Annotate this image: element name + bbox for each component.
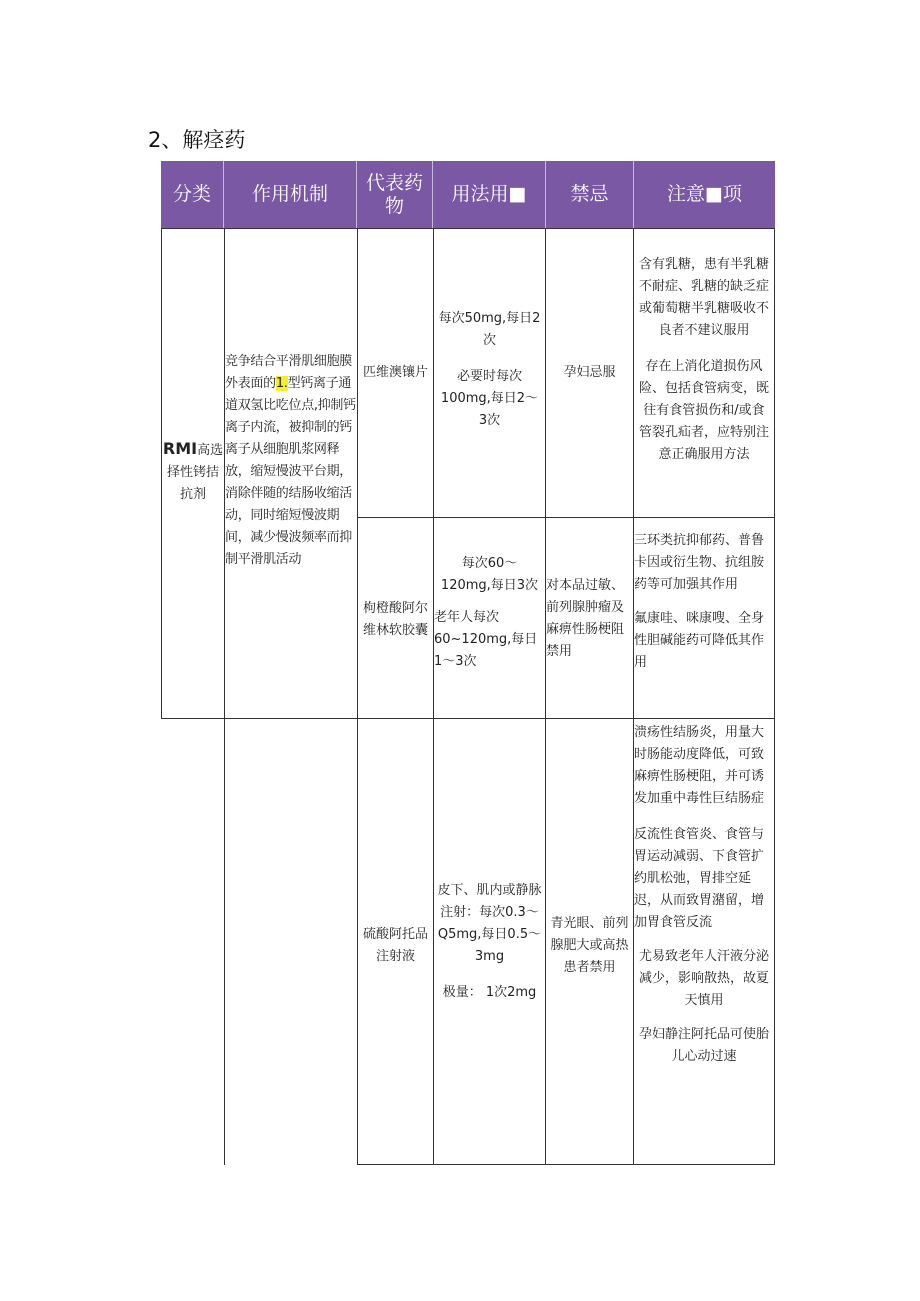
notes-3: 溃疡性结肠炎，用量大时肠能动度降低，可致麻痹性肠梗阻，并可诱发加重中毒性巨结肠症 反流性食管炎、食管与胃运动减弱、下食管扩约肌松弛，胃排空延迟，从而致胃潴留，增加胃食管反流 尤易致老年人汗液分泌减少，影响散热，故夏天慎用 孕妇静注阿托品可使胎儿心动过速: [634, 725, 769, 1064]
header-drug: 代表药物: [365, 171, 423, 217]
drug-name-2: 枸橙酸阿尔维林软胶囊: [362, 601, 428, 638]
contraindication-1: 孕妇忌服: [563, 365, 616, 380]
category-rmi: RMI高选择性铐拮抗剂: [162, 439, 224, 502]
usage-1: 每次50mg,每日2次 必要时每次100mg,每日2～3次: [438, 311, 541, 428]
header-mechanism: 作用机制: [251, 183, 328, 205]
usage-2: 每次60～120mg,每日3次 老年人每次60~120mg,每日1～3次: [434, 556, 539, 669]
highlight-mark: 1.: [275, 376, 288, 391]
header-usage: 用法用■: [451, 183, 527, 205]
notes-2: 三环类抗抑郁药、普鲁卡因或衍生物、抗组胺药等可加强其作用 氟康哇、咪康嗖、全身性胆碱能药可降低其作用: [634, 533, 765, 670]
header-category: 分类: [172, 183, 211, 205]
header-notes: 注意■项: [667, 183, 742, 205]
contraindication-3: 青光眼、前列腺肥大或高热患者禁用: [550, 916, 629, 975]
usage-3: 皮下、肌内或静脉注射：每次0.3～Q5mg,每日0.5～3mg 极量： 1次2mg: [437, 883, 542, 1000]
contraindication-2: 对本品过敏、前列腺肿瘤及麻痹性肠梗阻禁用: [546, 578, 625, 659]
table-header: [161, 161, 775, 228]
header-contraindication: 禁忌: [570, 183, 609, 205]
section-heading: 2、解痉药: [148, 128, 246, 152]
drug-name-3: 硫酸阿托品注射液: [362, 927, 428, 964]
notes-1: 含有乳糖，患有半乳糖不耐症、乳糖的缺乏症或葡萄糖半乳糖吸收不良者不建议服用 存在上消化道损伤风险、包括食管病变，既往有食管损伤和/或食管裂孔疝者，应特别注意正确服用方法: [638, 257, 769, 462]
mechanism-text: 竞争结合平滑肌细胞膜外表面的1.型钙离子通道双氢比吃位点,抑制钙离子内流，被抑制的钙离子从细胞肌浆网释放，缩短慢波平台期，消除伴随的结肠收缩活动，同时缩短慢波期间，减少慢波频率而抑制平滑肌活动: [225, 354, 356, 567]
drug-name-1: 匹维澳镶片: [362, 365, 428, 380]
